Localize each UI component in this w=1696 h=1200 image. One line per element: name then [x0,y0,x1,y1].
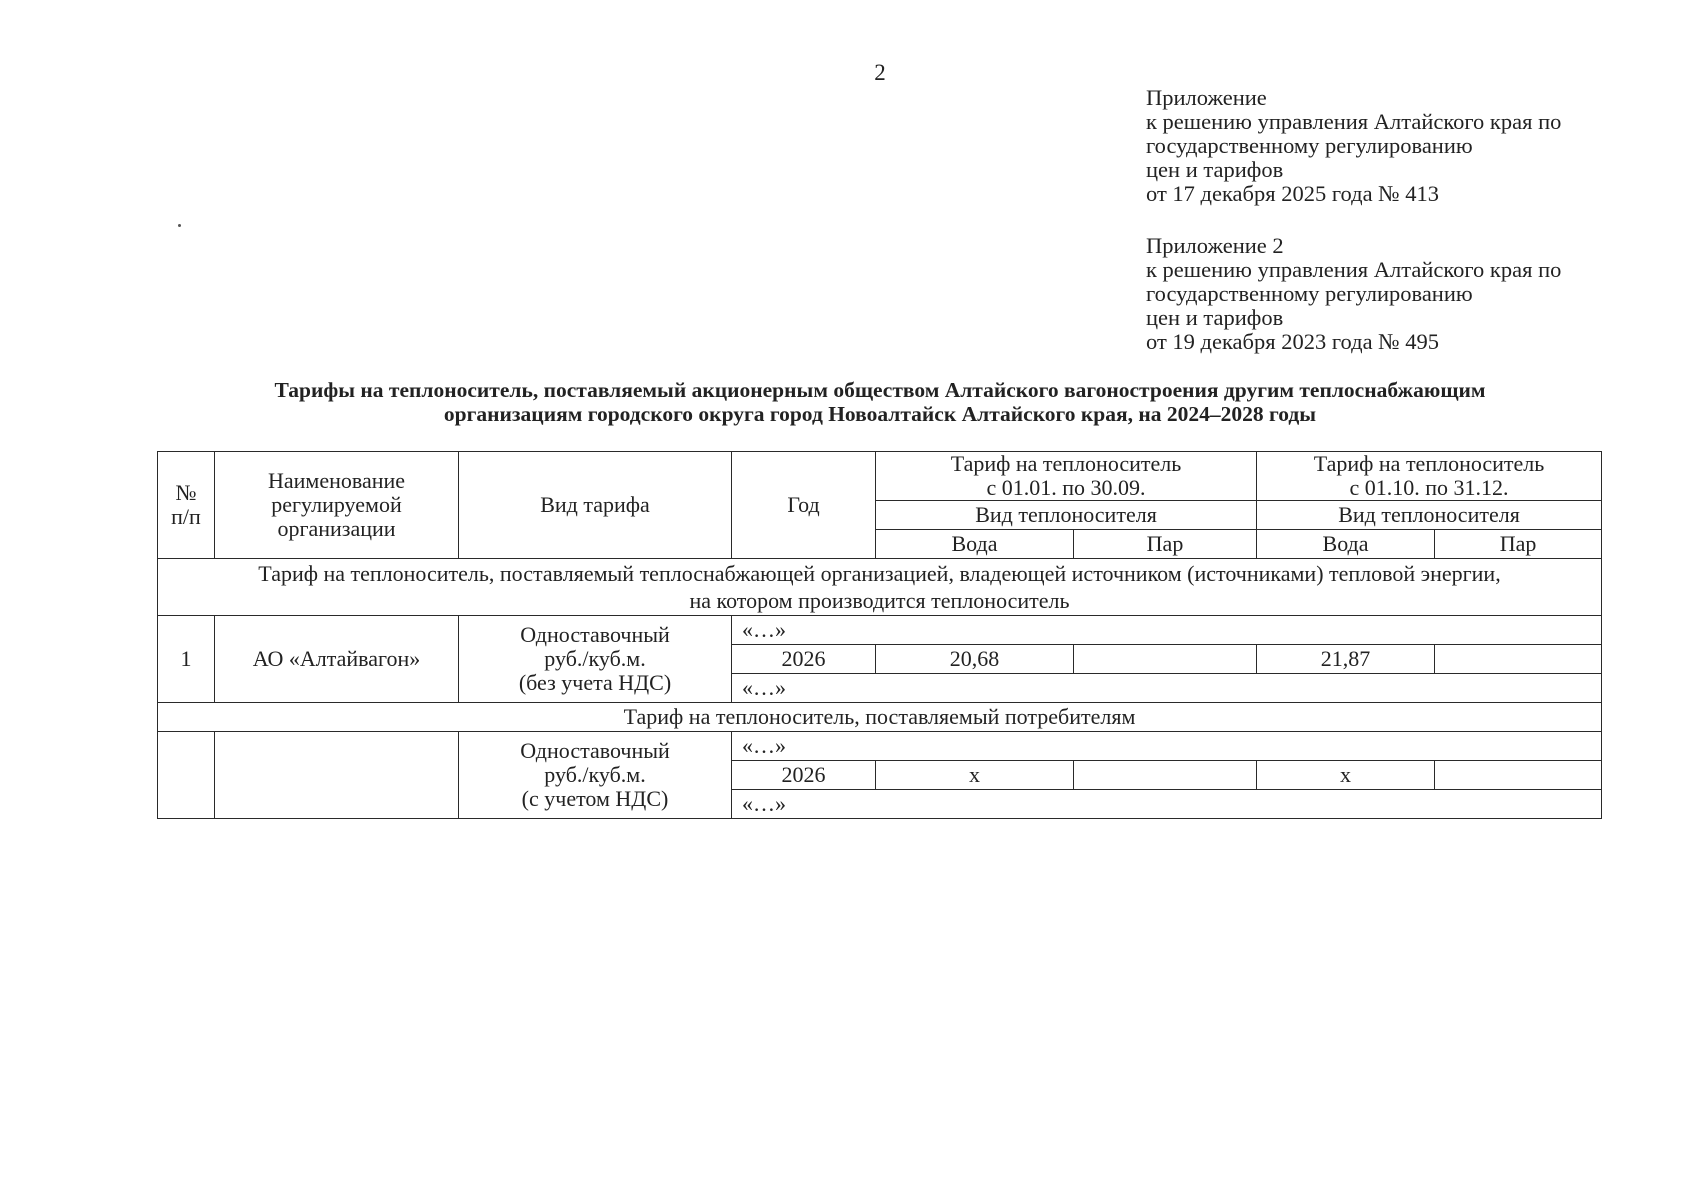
row1-ellipsis-bottom: «…» [732,674,1602,703]
appendix-current-line: от 17 декабря 2025 года № 413 [1146,181,1440,206]
row1-number: 1 [158,616,215,703]
appendix-current-line: Приложение [1146,85,1267,110]
header-row-1 [158,452,1602,501]
table-row [158,616,1602,645]
row2-p1-water: х [876,761,1074,790]
appendix-previous-line: цен и тарифов [1146,305,1284,330]
appendix-previous-line: к решению управления Алтайского края по [1146,257,1562,282]
row2-number [158,732,215,819]
section-1-heading [158,559,1602,616]
appendix-current-line: к решению управления Алтайского края по [1146,109,1562,134]
header-period-1-line1: Тариф на теплоноситель [950,451,1182,476]
row2-p2-water: х [1257,761,1435,790]
header-period-1 [876,452,1257,501]
table-row [158,732,1602,761]
section-2-heading: Тариф на теплоноситель, поставляемый потребителям [158,703,1602,732]
header-year: Год [732,452,876,559]
row1-year: 2026 [732,645,876,674]
row2-tariff-type [459,732,732,819]
row1-p1-water: 20,68 [876,645,1074,674]
section-1-line1: Тариф на теплоноситель, поставляемый теплоснабжающей организацией, владеющей источником (источниками) тепловой энергии, [258,561,1501,586]
tariff-table [157,451,1602,819]
header-period-2-line1: Тариф на теплоноситель [1313,451,1545,476]
header-carrier-type-2: Вид теплоносителя [1257,501,1602,530]
appendix-previous-line: государственному регулированию [1146,281,1473,306]
appendix-previous-line: от 19 декабря 2023 года № 495 [1146,329,1440,354]
row2-ellipsis-top: «…» [732,732,1602,761]
row1-org: АО «Алтайвагон» [215,616,459,703]
appendix-current-line: цен и тарифов [1146,157,1284,182]
header-period-1-line2: с 01.01. по 30.09. [986,475,1146,500]
row2-p2-steam [1435,761,1602,790]
row2-tariff-line3: (с учетом НДС) [521,786,669,811]
appendix-previous-line: Приложение 2 [1146,233,1284,258]
row1-tariff-line2: руб./куб.м. [544,646,646,671]
appendix-current-line: государственному регулированию [1146,133,1473,158]
row1-ellipsis-top: «…» [732,616,1602,645]
section-1-line2: на котором производится теплоноситель [689,588,1070,613]
header-number [158,452,215,559]
header-steam-1: Пар [1074,530,1257,559]
row2-org [215,732,459,819]
header-water-1: Вода [876,530,1074,559]
row1-p2-water: 21,87 [1257,645,1435,674]
header-period-2-line2: с 01.10. по 31.12. [1349,475,1509,500]
document-title-line2: организациям городского округа город Новоалтайск Алтайского края, на 2024–2028 годы [443,402,1317,426]
row2-tariff-line2: руб./куб.м. [544,762,646,787]
appendix-current [1146,86,1686,206]
row2-ellipsis-bottom: «…» [732,790,1602,819]
document-title [150,378,1610,426]
row1-p1-steam [1074,645,1257,674]
header-number-line2: п/п [171,504,201,529]
header-steam-2: Пар [1435,530,1602,559]
row2-tariff-line1: Одноставочный [520,738,670,763]
appendix-previous [1146,234,1686,354]
header-org-name [215,452,459,559]
header-period-2 [1257,452,1602,501]
row2-year: 2026 [732,761,876,790]
row2-p1-steam [1074,761,1257,790]
scan-speck [178,224,181,227]
row1-tariff-line1: Одноставочный [520,622,670,647]
page-number: 2 [874,60,886,85]
section-row-2 [158,703,1602,732]
header-tariff-type: Вид тарифа [459,452,732,559]
row1-tariff-line3: (без учета НДС) [518,670,672,695]
header-org-name-line1: Наименование [267,468,406,493]
header-number-line1: № [175,480,197,505]
header-water-2: Вода [1257,530,1435,559]
document-title-line1: Тарифы на теплоноситель, поставляемый акционерным обществом Алтайского вагоностроения другим теплоснабжающим [274,378,1486,402]
row1-p2-steam [1435,645,1602,674]
header-org-name-line3: организации [277,516,396,541]
header-org-name-line2: регулируемой [271,492,402,517]
section-row-1 [158,559,1602,616]
row1-tariff-type [459,616,732,703]
header-carrier-type-1: Вид теплоносителя [876,501,1257,530]
